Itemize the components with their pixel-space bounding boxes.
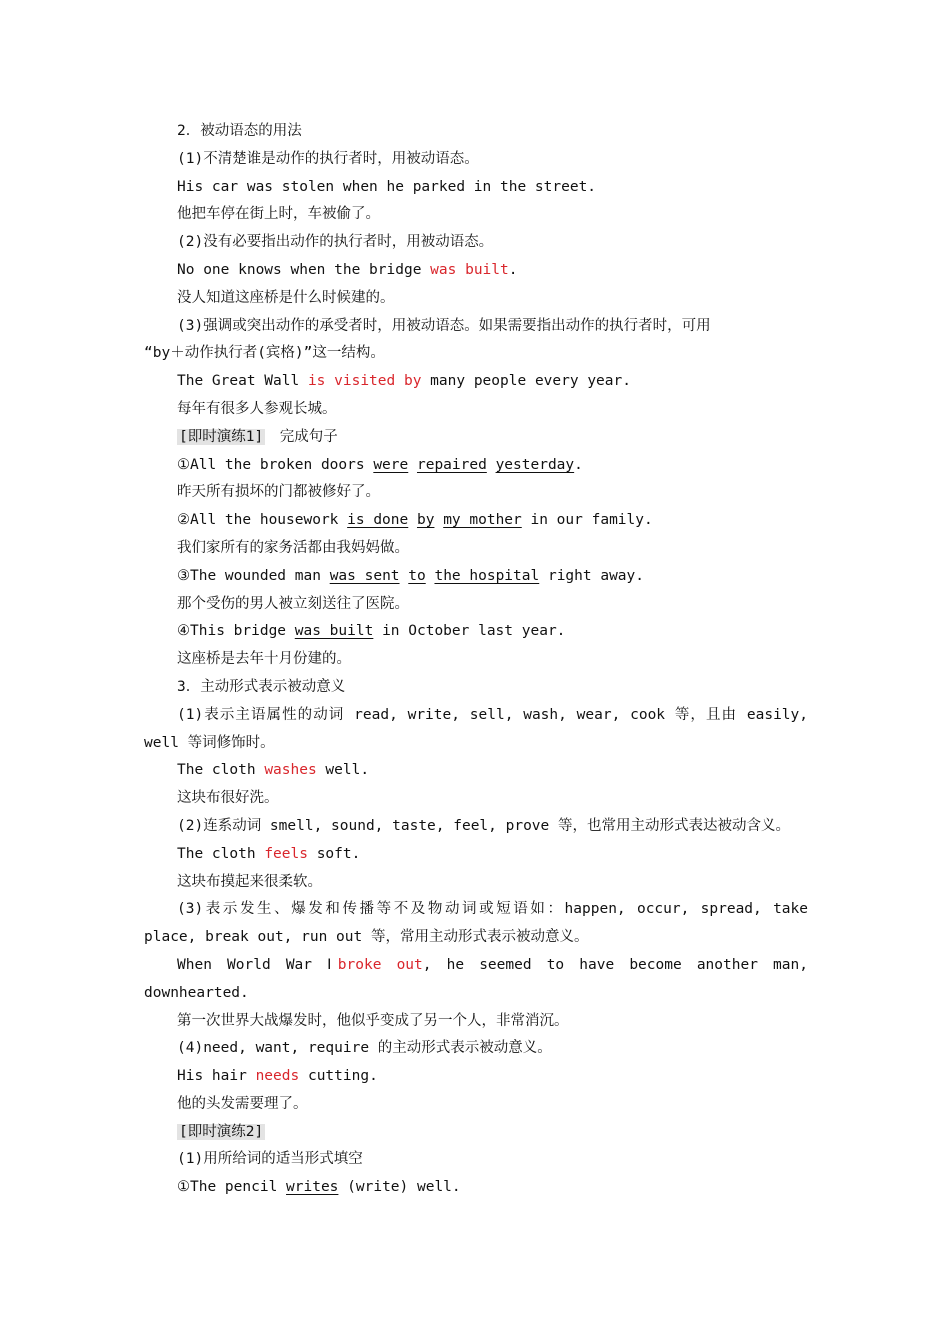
rule-paragraph: (1)不清楚谁是动作的执行者时，用被动语态。 [177, 150, 479, 167]
answer-blank: is done [347, 512, 409, 529]
answer-blank: the hospital [434, 567, 540, 584]
text: The cloth [177, 762, 265, 779]
drill-1-heading [144, 424, 808, 452]
rule-paragraph: (3)强调或突出动作的承受者时，用被动语态。如果需要指出动作的执行者时，可用 [177, 317, 711, 334]
example-english [144, 1063, 808, 1091]
drill-question [144, 507, 808, 535]
drill-instruction: (1)用所给词的适当形式填空 [177, 1151, 363, 1168]
example-english [144, 257, 808, 285]
drill-title: 完成句子 [265, 428, 338, 445]
section-2-heading: 2．被动语态的用法 [177, 123, 302, 139]
highlight-text: was built [430, 261, 509, 278]
example-chinese: 这块布很好洗。 [177, 790, 279, 807]
text: cutting. [299, 1068, 378, 1085]
highlight-text: needs [255, 1068, 300, 1085]
text: many people every year. [421, 373, 631, 390]
drill-tag: [即时演练1] [179, 428, 264, 445]
drill-question [144, 452, 808, 480]
text: No one knows when the bridge [177, 261, 431, 278]
rule-paragraph: (2)连系动词 smell, sound, taste, feel, prove 等，也常用主动形式表达被动含义。 [177, 817, 790, 834]
rule-paragraph-cont: well 等词修饰时。 [144, 734, 275, 751]
text: well. [316, 762, 370, 779]
highlight-text: broke out [337, 956, 423, 973]
rule-paragraph: (1)表示主语属性的动词 read, write, sell, wash, wear, cook 等，且由 easily, [177, 706, 808, 723]
highlight-text: is visited by [307, 373, 422, 390]
example-chinese: 这块布摸起来很柔软。 [177, 873, 322, 890]
rule-paragraph-cont: “by＋动作执行者(宾格)”这一结构。 [144, 345, 385, 362]
section-3-heading: 3．主动形式表示被动意义 [177, 678, 346, 695]
text: in our family. [521, 512, 653, 529]
rule-paragraph-cont: place, break out, run out 等，常用主动形式表示被动意义。 [144, 929, 589, 946]
answer-blank: were [373, 456, 409, 473]
answer-blank: my mother [443, 512, 522, 529]
text: ①All the broken doors [177, 456, 374, 473]
example-english-cont: downhearted. [144, 984, 249, 1001]
drill-translation: 那个受伤的男人被立刻送往了医院。 [177, 595, 409, 612]
drill-translation: 这座桥是去年十月份建的。 [177, 651, 351, 668]
text: (write) well. [338, 1179, 461, 1196]
highlight-text: feels [264, 845, 308, 862]
text: . [508, 261, 518, 278]
rule-paragraph: (4)need, want, require 的主动形式表示被动意义。 [177, 1040, 552, 1057]
example-english [144, 757, 808, 785]
text: His hair [177, 1068, 256, 1085]
text: , he seemed to have become another man, [422, 956, 808, 973]
example-chinese: 每年有很多人参观长城。 [177, 400, 337, 417]
example-chinese: 他把车停在街上时，车被偷了。 [177, 206, 380, 223]
text: When World War Ⅰ [177, 956, 338, 973]
rule-paragraph: (3)表示发生、爆发和传播等不及物动词或短语如：happen, occur, spread, take [177, 901, 808, 918]
answer-blank: writes [286, 1179, 339, 1196]
example-english [144, 841, 808, 869]
answer-blank: was sent [329, 567, 400, 584]
text: soft. [307, 845, 361, 862]
drill-question [144, 618, 808, 646]
answer-blank: was built [294, 623, 374, 640]
text: ①The pencil [177, 1179, 287, 1196]
answer-blank: yesterday [495, 456, 575, 473]
text: The Great Wall [177, 373, 308, 390]
text: in October last year. [373, 623, 566, 640]
rule-paragraph: (2)没有必要指出动作的执行者时，用被动语态。 [177, 234, 494, 251]
answer-blank: by [416, 512, 435, 529]
drill-question [144, 563, 808, 591]
highlight-text: washes [264, 762, 317, 779]
text: ④This bridge [177, 623, 295, 640]
text: . [574, 456, 583, 473]
example-chinese: 他的头发需要理了。 [177, 1095, 308, 1112]
drill-2-heading [144, 1119, 808, 1147]
example-english: His car was stolen when he parked in the street. [177, 178, 597, 195]
text: The cloth [177, 845, 265, 862]
drill-tag: [即时演练2] [179, 1123, 264, 1140]
answer-blank: repaired [416, 456, 487, 473]
text: ②All the housework [177, 512, 348, 529]
document-body [144, 118, 808, 1202]
answer-blank: to [408, 567, 426, 584]
text: right away. [539, 567, 644, 584]
example-english [144, 368, 808, 396]
example-english [144, 952, 808, 980]
example-chinese: 没人知道这座桥是什么时候建的。 [177, 289, 395, 306]
text: ③The wounded man [177, 567, 330, 584]
drill-question [144, 1174, 808, 1202]
example-chinese: 第一次世界大战爆发时，他似乎变成了另一个人，非常消沉。 [177, 1012, 569, 1029]
drill-translation: 我们家所有的家务活都由我妈妈做。 [177, 539, 409, 556]
drill-translation: 昨天所有损坏的门都被修好了。 [177, 484, 380, 501]
